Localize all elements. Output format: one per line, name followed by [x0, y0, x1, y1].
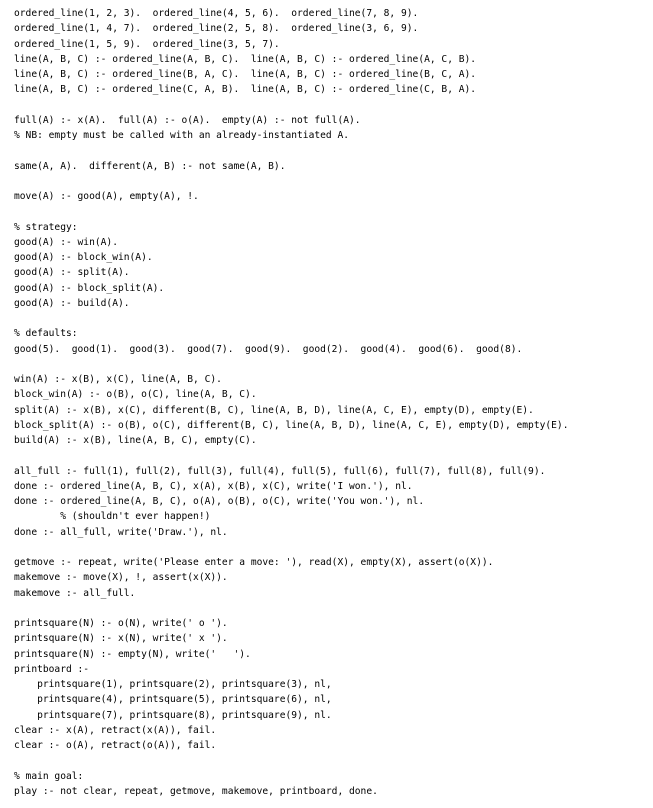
code-line: good(A) :- build(A). — [14, 297, 130, 309]
code-line: done :- all_full, write('Draw.'), nl. — [14, 526, 228, 538]
code-line: good(A) :- block_split(A). — [14, 282, 165, 294]
code-line: ordered_line(1, 2, 3). ordered_line(4, 5, 6). ordered_line(7, 8, 9). — [14, 8, 419, 19]
code-line: good(5). good(1). good(3). good(7). good(9). good(2). good(4). good(6). good(8). — [14, 343, 523, 355]
code-line: line(A, B, C) :- ordered_line(B, A, C). line(A, B, C) :- ordered_line(B, C, A). — [14, 69, 477, 80]
code-line — [14, 601, 569, 616]
code-line: line(A, B, C) :- ordered_line(A, B, C). line(A, B, C) :- ordered_line(A, C, B). — [14, 53, 477, 65]
code-line — [14, 204, 569, 219]
code-line: all_full :- full(1), full(2), full(3), full(4), full(5), full(6), full(7), full(8), full(9). — [14, 465, 546, 477]
code-line: % defaults: — [14, 328, 78, 340]
code-line: done :- ordered_line(A, B, C), o(A), o(B), o(C), write('You won.'), nl. — [14, 496, 425, 507]
code-line: good(A) :- block_win(A). — [14, 252, 153, 263]
code-line: printsquare(N) :- empty(N), write(' '). — [14, 648, 251, 660]
code-line: % NB: empty must be called with an already-instantiated A. — [14, 130, 350, 141]
code-line: full(A) :- x(A). full(A) :- o(A). empty(A) :- not full(A). — [14, 114, 361, 126]
code-line: makemove :- move(X), !, assert(x(X)). — [14, 572, 228, 584]
code-line — [14, 98, 569, 113]
code-line: win(A) :- x(B), x(C), line(A, B, C). — [14, 374, 222, 385]
code-line: play :- not clear, repeat, getmove, makemove, printboard, done. — [14, 785, 378, 797]
code-line: block_win(A) :- o(B), o(C), line(A, B, C). — [14, 389, 257, 401]
code-line — [14, 311, 569, 326]
code-line: printsquare(4), printsquare(5), printsquare(6), nl, — [14, 694, 332, 706]
code-line: % main goal: — [14, 770, 84, 782]
code-line: done :- ordered_line(A, B, C), x(A), x(B), x(C), write('I won.'), nl. — [14, 480, 413, 492]
code-line: makemove :- all_full. — [14, 587, 136, 599]
code-line: build(A) :- x(B), line(A, B, C), empty(C). — [14, 435, 257, 446]
code-line: printsquare(N) :- o(N), write(' o '). — [14, 618, 228, 629]
prolog-code-listing — [14, 6, 569, 799]
code-line: same(A, A). different(A, B) :- not same(A, B). — [14, 160, 286, 172]
code-line — [14, 753, 569, 768]
code-line: clear :- x(A), retract(x(A)), fail. — [14, 724, 217, 736]
code-line: good(A) :- split(A). — [14, 267, 130, 279]
code-line — [14, 174, 569, 189]
code-line — [14, 143, 569, 158]
code-line: printboard :- — [14, 663, 90, 675]
code-line: printsquare(N) :- x(N), write(' x '). — [14, 633, 228, 645]
code-line: clear :- o(A), retract(o(A)), fail. — [14, 740, 217, 751]
code-line: good(A) :- win(A). — [14, 236, 118, 248]
code-line — [14, 448, 569, 463]
code-line: move(A) :- good(A), empty(A), !. — [14, 191, 199, 202]
code-line: printsquare(7), printsquare(8), printsquare(9), nl. — [14, 709, 332, 721]
code-line: ordered_line(1, 4, 7). ordered_line(2, 5, 8). ordered_line(3, 6, 9). — [14, 23, 419, 35]
code-line: split(A) :- x(B), x(C), different(B, C), line(A, B, D), line(A, C, E), empty(D), empty(E). — [14, 404, 534, 416]
code-line: % strategy: — [14, 221, 78, 233]
code-line — [14, 540, 569, 555]
code-line: ordered_line(1, 5, 9). ordered_line(3, 5, 7). — [14, 38, 280, 50]
code-line — [14, 357, 569, 372]
code-line: printsquare(1), printsquare(2), printsquare(3), nl, — [14, 679, 332, 690]
code-line: getmove :- repeat, write('Please enter a move: '), read(X), empty(X), assert(o(X)). — [14, 557, 494, 568]
code-line: block_split(A) :- o(B), o(C), different(B, C), line(A, B, D), line(A, C, E), empty(D), empty(E). — [14, 419, 569, 431]
code-line: % (shouldn't ever happen!) — [14, 511, 211, 523]
code-line: line(A, B, C) :- ordered_line(C, A, B). line(A, B, C) :- ordered_line(C, B, A). — [14, 84, 477, 96]
